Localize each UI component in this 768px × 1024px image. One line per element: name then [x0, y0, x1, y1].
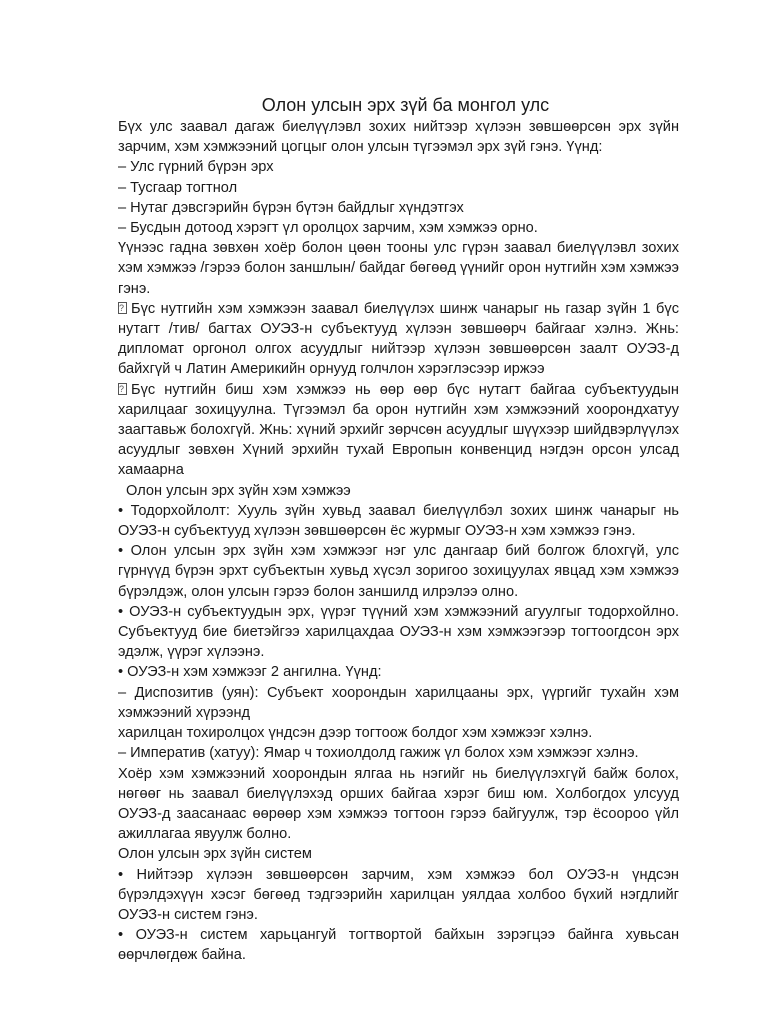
document-page — [118, 94, 679, 966]
bullet-system-definition: • Нийтээр хүлээн зөвшөөрсөн зарчим, хэм хэмжээ бол ОУЭЗ-н үндсэн бүрэлдэхүүн хэсэг бөгөөд тэдгээрийн харилцан уялдаа холбоо бүхий нэгдлийг ОУЭЗ-н систем гэнэ. — [118, 866, 679, 923]
missing-glyph-icon — [118, 302, 127, 314]
missing-glyph-icon — [118, 383, 127, 395]
dash-dispositive-cont: харилцан тохиролцох үндсэн дээр тогтоож болдог хэм хэмжээг хэлнэ. — [118, 725, 593, 742]
paragraph-regional-norms: ?Бүс нутгийн хэм хэмжээн заавал биелүүлэх шинж чанарыг нь газар зүйн 1 бүс нутагт /тив/ багтах ОУЭЗ-н субъектууд хүлээн зөвшөөрч байгааг хэлнэ. Жнь: дипломат оргонол олгох асуудлыг нийтээр хүлээн зөвшөөрсөн заалт ОУЭЗ-д байхгүй ч Латин Америкийн орнууд голчлон хэрэглэсээр иржээ — [118, 299, 679, 380]
bullet-definition: • Тодорхойлолт: Хууль зүйн хувьд заавал биелүүлбэл зохих шинж чанарыг нь ОУЭЗ-н субъектууд хүлээн зөвшөөрсөн ёс журмыг ОУЭЗ-н хэм хэмжээ гэнэ. — [118, 502, 679, 540]
list-item: – Улс гүрний бүрэн эрх — [118, 159, 274, 176]
dash-dispositive: – Диспозитив (уян): Субъект хоорондын харилцааны эрх, үүргийг тухайн хэм хэмжээний хүрээнд — [118, 684, 679, 721]
list-item: – Нутаг дэвсгэрийн бүрэн бүтэн байдлыг хүндэтгэх — [118, 199, 464, 216]
bullet-rights: • ОУЭЗ-н субъектуудын эрх, үүрэг түүний хэм хэмжээний агуулгыг тодорхойлно. Субъектууд бие биетэйгээ харилцахдаа ОУЭЗ-н хэм хэмжээгээр тогтоогдсон эрх эдэлж, үүрэг хүлээнэ. — [118, 603, 679, 661]
list-item: – Тусгаар тогтнол — [118, 179, 238, 196]
section-heading-system: Олон улсын эрх зүйн систем — [118, 846, 312, 863]
paragraph-nonregional-norms: ?Бүс нутгийн биш хэм хэмжээ нь өөр өөр бүс нутагт байгаа субъектуудын харилцааг зохицуулна. Түгээмэл ба орон нутгийн хэм хэмжээний хоорондхатуу заагтавьж болохгүй. Жнь: хүний эрхийг зөрчсөн асуудлыг шүүхээр шийдвэрлүүлэх асуудлыг зөвхөн Хүний эрхийн тухай Европын конвенцид нэгдэн орсон улсад хамаарна — [118, 380, 679, 481]
bullet-classification: • ОУЭЗ-н хэм хэмжээг 2 ангилна. Үүнд: — [118, 664, 382, 681]
list-item: – Бусдын дотоод хэрэгт үл оролцох зарчим, хэм хэмжээ орно. — [118, 220, 538, 237]
section-heading: Олон улсын эрх зүйн хэм хэмжээ — [126, 482, 351, 499]
bullet-formation: • Олон улсын эрх зүйн хэм хэмжээг нэг улс дангаар бий болгож блохгүй, улс гүрнүүд бүрэн эрхт субъектын хувьд хүсэл зоригоо зохицуулах явцад хэм хэмжээ бүрэлдэж, олон улсын гэрээ болон заншилд илрэлээ олно. — [118, 543, 679, 600]
intro-paragraph: Бүх улс заавал дагаж биелүүлэвл зохих нийтээр хүлээн зөвшөөрсөн эрх зүйн зарчим, хэм хэмжээний цогцыг олон улсын түгээмэл эрх зүй гэнэ. Үүнд: — [118, 119, 679, 156]
document-title: Олон улсын эрх зүй ба монгол улс — [261, 95, 550, 115]
paragraph-local-norms: Үүнээс гадна зөвхөн хоёр болон цөөн тооны улс гүрэн заавал биелүүлэвл зохих хэм хэмжээ /гэрээ болон заншлын/ байдаг бөгөөд үүнийг орон нутгийн хэм хэмжээ гэнэ. — [118, 240, 679, 297]
bullet-system-stability: • ОУЭЗ-н систем харьцангуй тогтвортой байхын зэрэгцээ байнга хувьсан өөрчлөгдөж байна. — [118, 927, 679, 964]
dash-imperative: – Императив (хатуу): Ямар ч тохиолдолд гажиж үл болох хэм хэмжээг хэлнэ. — [118, 745, 639, 762]
paragraph-difference: Хоёр хэм хэмжээний хоорондын ялгаа нь нэгийг нь биелүүлэхгүй байж болох, нөгөөг нь заавал биелүүлэхэд орших байгаа хэрэг биш юм. Холбогдох улсууд ОУЭЗ-д заасанаас өөрөөр хэм хэмжээ тогтоон гэрээ байгуулж, тэр ёсоороо үйл ажиллагаа явуулж болно. — [118, 765, 679, 843]
